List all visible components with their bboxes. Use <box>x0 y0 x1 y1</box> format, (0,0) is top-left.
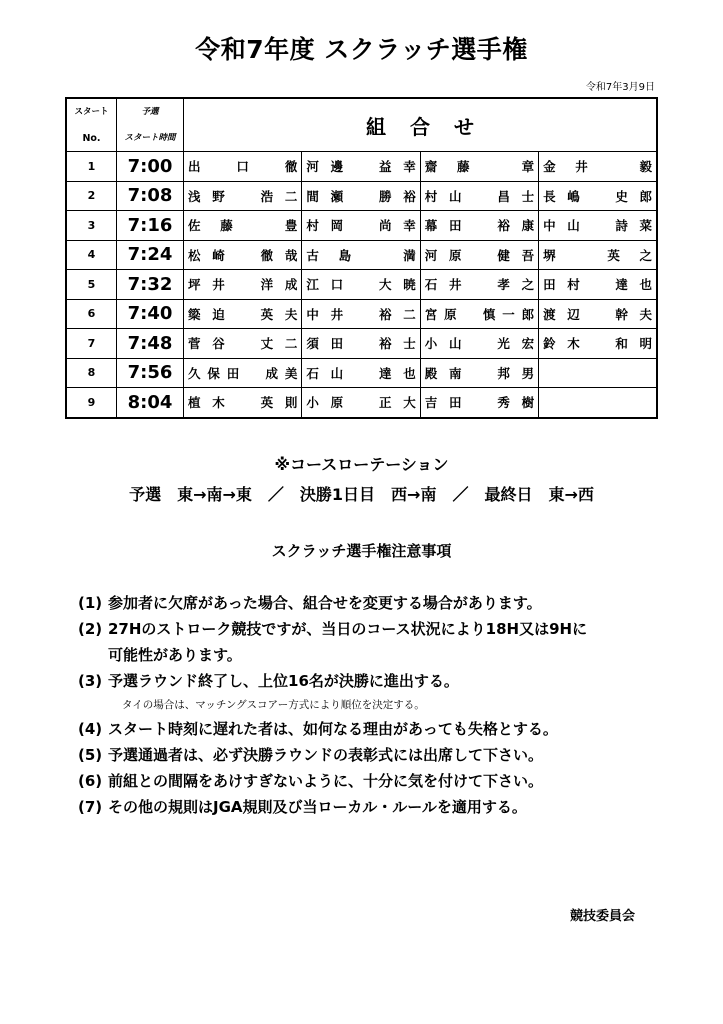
start-number: 5 <box>66 270 117 300</box>
player-name: 江口 大暁 <box>302 270 420 300</box>
table-row <box>66 152 657 182</box>
rotation-line: 予選 東→南→東 ／ 決勝1日目 西→南 ／ 最終日 東→西 <box>129 485 594 504</box>
player-name: 須田 裕士 <box>302 329 420 359</box>
note-item <box>78 794 668 820</box>
player-name: 佐藤 豊 <box>184 211 302 241</box>
note-number: (6) <box>78 772 103 790</box>
player-name: 中井 裕二 <box>302 299 420 329</box>
start-number: 4 <box>66 240 117 270</box>
start-number: 1 <box>66 152 117 182</box>
start-time: 7:48 <box>117 329 184 359</box>
player-name: 齋藤 章 <box>420 152 538 182</box>
rotation-title: ※コースローテーション <box>274 455 449 474</box>
start-number: 8 <box>66 358 117 388</box>
player-name: 坪井 洋成 <box>184 270 302 300</box>
note-item <box>78 616 668 642</box>
pairings-table <box>65 97 658 419</box>
signature: 競技委員会 <box>569 909 635 924</box>
start-time: 8:04 <box>117 388 184 418</box>
start-number: 7 <box>66 329 117 359</box>
header-start-no: スタート No. <box>66 98 117 152</box>
header-group: 組合せ <box>184 98 658 152</box>
note-item <box>78 742 668 768</box>
note-number: (1) <box>78 594 103 612</box>
note-text: スタート時刻に遅れた者は、如何なる理由があっても失格とする。 <box>108 720 558 738</box>
player-name: 田村 達也 <box>539 270 657 300</box>
note-text: 予選通過者は、必ず決勝ラウンドの表彰式には出席して下さい。 <box>108 746 544 764</box>
start-number: 2 <box>66 181 117 211</box>
start-time: 7:16 <box>117 211 184 241</box>
player-name: 河邊 益幸 <box>302 152 420 182</box>
player-name: 河原 健吾 <box>420 240 538 270</box>
note-continuation: 可能性があります。 <box>108 646 242 664</box>
player-name <box>539 388 657 418</box>
player-name: 出 口 徹 <box>184 152 302 182</box>
player-name: 簗迫 英夫 <box>184 299 302 329</box>
notes-list <box>78 590 668 820</box>
player-name: 中山 詩菜 <box>539 211 657 241</box>
player-name: 小山 光宏 <box>420 329 538 359</box>
start-number: 6 <box>66 299 117 329</box>
player-name: 松崎 徹哉 <box>184 240 302 270</box>
player-name: 間瀬 勝裕 <box>302 181 420 211</box>
player-name <box>539 358 657 388</box>
table-row <box>66 329 657 359</box>
player-name: 石井 孝之 <box>420 270 538 300</box>
note-text: 予選ラウンド終了し、上位16名が決勝に進出する。 <box>108 672 459 690</box>
player-name: 鈴木 和明 <box>539 329 657 359</box>
note-subtext: タイの場合は、マッチングスコアー方式により順位を決定する。 <box>122 699 425 711</box>
date-label: 令和7年3月9日 <box>585 82 655 93</box>
table-row <box>66 211 657 241</box>
note-item <box>78 668 668 694</box>
table-row <box>66 181 657 211</box>
player-name: 堺 英之 <box>539 240 657 270</box>
player-name: 小原 正大 <box>302 388 420 418</box>
table-row <box>66 358 657 388</box>
note-text: 参加者に欠席があった場合、組合せを変更する場合があります。 <box>108 594 542 612</box>
start-number: 9 <box>66 388 117 418</box>
note-item <box>78 590 668 616</box>
start-number: 3 <box>66 211 117 241</box>
player-name: 金井 毅 <box>539 152 657 182</box>
note-item <box>78 768 668 794</box>
start-time: 7:32 <box>117 270 184 300</box>
start-time: 7:00 <box>117 152 184 182</box>
player-name: 植木 英則 <box>184 388 302 418</box>
table-row <box>66 388 657 418</box>
player-name: 宮原 慎一郎 <box>420 299 538 329</box>
table-row <box>66 270 657 300</box>
header-start-time: 予選 スタート時間 <box>117 98 184 152</box>
player-name: 石山 達也 <box>302 358 420 388</box>
player-name: 吉田 秀樹 <box>420 388 538 418</box>
notes-title: スクラッチ選手権注意事項 <box>271 542 452 560</box>
table-row <box>66 240 657 270</box>
start-time: 7:40 <box>117 299 184 329</box>
note-number: (4) <box>78 720 103 738</box>
note-number: (5) <box>78 746 103 764</box>
note-number: (7) <box>78 798 103 816</box>
start-time: 7:24 <box>117 240 184 270</box>
note-item <box>78 716 668 742</box>
start-time: 7:08 <box>117 181 184 211</box>
player-name: 久保田 成美 <box>184 358 302 388</box>
player-name: 渡辺 幹夫 <box>539 299 657 329</box>
page-title: 令和7年度 スクラッチ選手権 <box>195 35 528 64</box>
player-name: 幕田 裕康 <box>420 211 538 241</box>
player-name: 長嶋 史郎 <box>539 181 657 211</box>
player-name: 浅野 浩二 <box>184 181 302 211</box>
note-number: (2) <box>78 620 103 638</box>
note-text: その他の規則はJGA規則及び当ローカル・ルールを適用する。 <box>108 798 527 816</box>
note-number: (3) <box>78 672 103 690</box>
player-name: 古島 満 <box>302 240 420 270</box>
player-name: 殿南 邦男 <box>420 358 538 388</box>
player-name: 菅谷 丈二 <box>184 329 302 359</box>
start-time: 7:56 <box>117 358 184 388</box>
note-text: 27Hのストローク競技ですが、当日のコース状況により18H又は9Hに <box>108 620 588 638</box>
note-text: 前組との間隔をあけすぎないように、十分に気を付けて下さい。 <box>108 772 544 790</box>
player-name: 村岡 尚幸 <box>302 211 420 241</box>
table-row <box>66 299 657 329</box>
player-name: 村山 昌士 <box>420 181 538 211</box>
